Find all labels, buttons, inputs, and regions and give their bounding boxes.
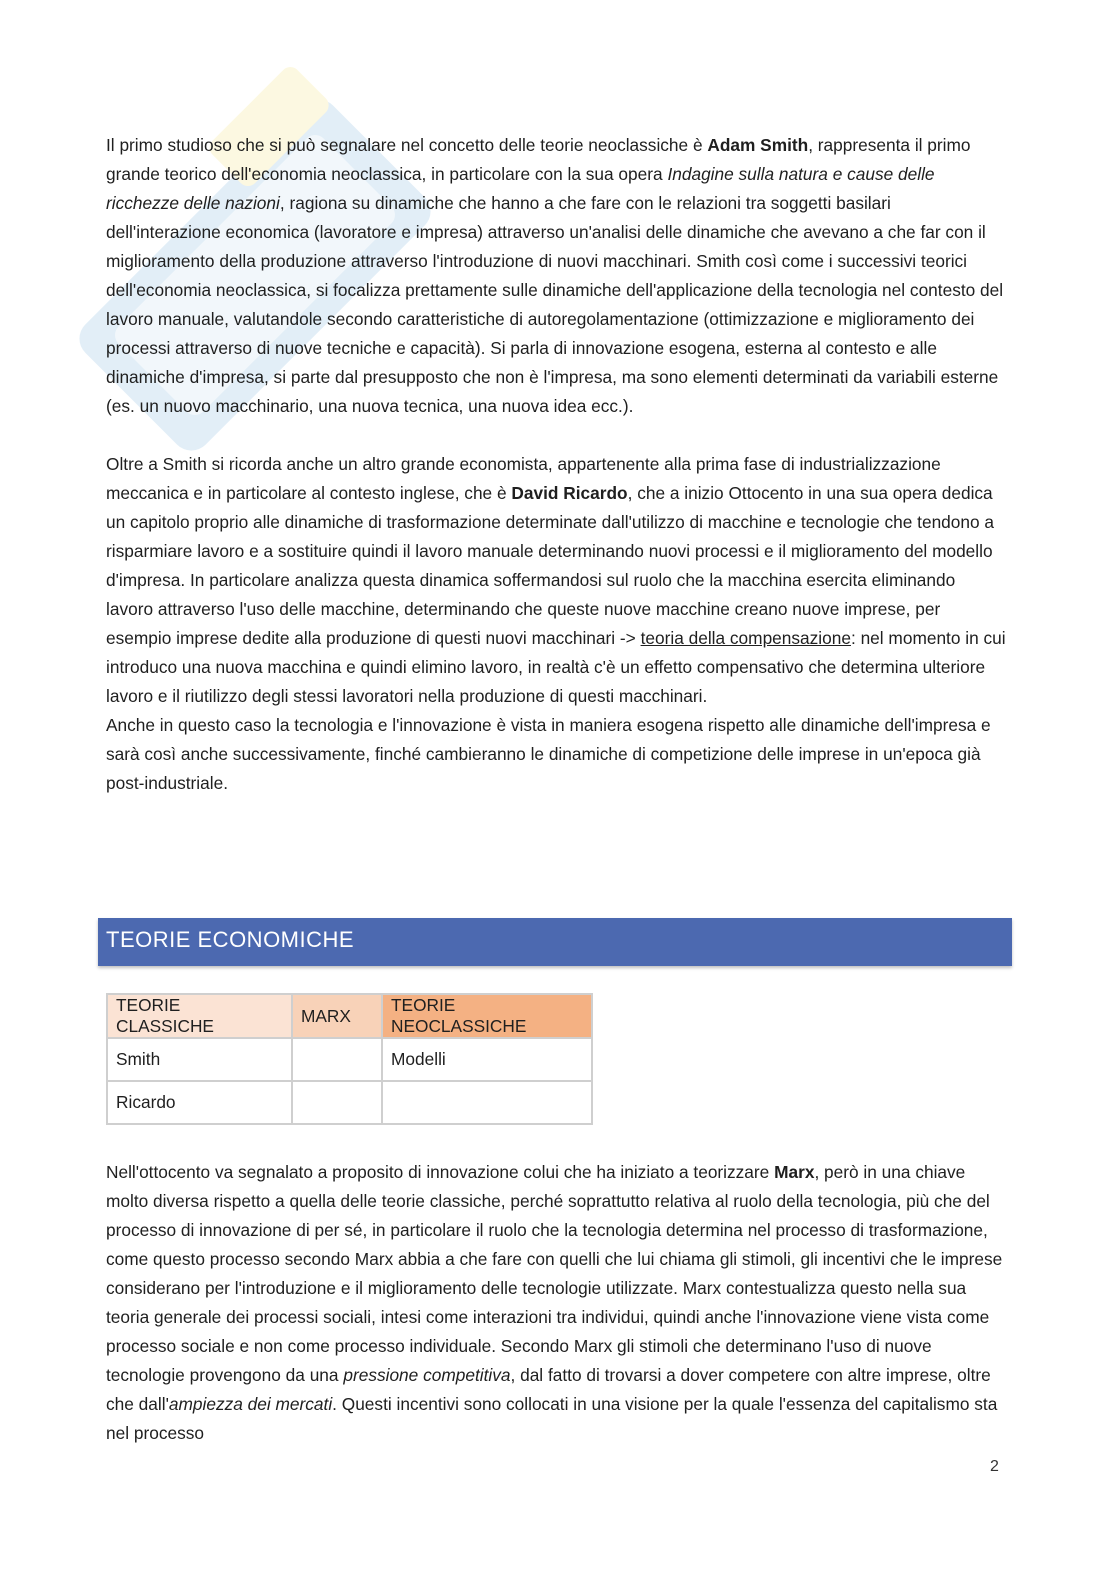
header-marx: MARX [292,994,382,1038]
book-title: Indagine sulla natura e cause delle ricchezze delle nazioni [106,164,935,213]
table-cell: Smith [107,1038,292,1081]
table-row [107,1081,592,1124]
name-david-ricardo: David Ricardo [511,483,628,503]
table-cell [382,1081,592,1124]
table-row [107,1038,592,1081]
table-cell: Ricardo [107,1081,292,1124]
body-text-lower [106,1158,1006,1448]
term-competitive-pressure: pressione competitiva [343,1365,511,1385]
header-neoclassic: TEORIE NEOCLASSICHE [382,994,592,1038]
paragraph-marx: Nell'ottocento va segnalato a proposito di innovazione colui che ha iniziato a teorizzare Marx, però in una chiave molto diversa rispetto a quella delle teorie classiche, perché soprattutto relativa al ruolo della tecnologia, più che del processo di innovazione di per sé, in particolare il ruolo che la tecnologia determina nel processo di trasformazione, come questo processo secondo Marx abbia a che fare con quelli che lui chiama gli stimoli, gli incentivi che le imprese considerano per l'introduzione e il miglioramento delle tecnologie utilizzate. Marx contestualizza questo nella sua teoria generale dei processi sociali, intesi come interazioni tra individui, quindi anche l'innovazione viene vista come processo sociale e non come processo individuale. Secondo Marx gli stimoli che determinano l'uso di nuove tecnologie provengono da una pressione competitiva, dal fatto di trovarsi a dover competere con altre imprese, oltre che dall'ampiezza dei mercati. Questi incentivi sono collocati in una visione per la quale l'essenza del capitalismo sta nel processo [106,1162,1003,1443]
name-adam-smith: Adam Smith [707,135,809,155]
header-classic: TEORIE CLASSICHE [107,994,292,1038]
body-text-upper [106,131,1006,798]
page-number: 2 [990,1458,999,1475]
theories-table [106,993,593,1125]
table-cell [292,1038,382,1081]
paragraph-ricardo: Oltre a Smith si ricorda anche un altro grande economista, appartenente alla prima fase di industrializzazione meccanica e in particolare al contesto inglese, che è David Ricardo, che a inizio Ottocento in una sua opera dedica un capitolo proprio alle dinamiche di trasformazione determinate dall'utilizzo di macchine e tecnologie che tendono a risparmiare lavoro e a sostituire quindi il lavoro manuale determinando nuovi processi e il miglioramento del modello d'impresa. In particolare analizza questa dinamica soffermandosi sul ruolo che la macchina esercita eliminando lavoro attraverso l'uso delle macchine, determinando che queste nuove macchine creano nuove imprese, per esempio imprese dedite alla produzione di questi nuovi macchinari -> teoria della compensazione: nel momento in cui introduco una nuova macchina e quindi elimino lavoro, in realtà c'è un effetto compensativo che determina ulteriore lavoro e il riutilizzo degli stessi lavoratori nella produzione di questi macchinari. [106,454,1006,706]
paragraph-exogenous: Anche in questo caso la tecnologia e l'innovazione è vista in maniera esogena rispetto alle dinamiche dell'impresa e sarà così anche successivamente, finché cambieranno le dinamiche di competizione delle imprese in un'epoca già post-industriale. [106,715,991,793]
compensation-theory-term: teoria della compensazione [640,628,851,648]
paragraph-smith: Il primo studioso che si può segnalare nel concetto delle teorie neoclassiche è Adam Smith, rappresenta il primo grande teorico dell'economia neoclassica, in particolare con la sua opera Indagine sulla natura e cause delle ricchezze delle nazioni, ragiona su dinamiche che hanno a che fare con le relazioni tra soggetti basilari dell'interazione economica (lavoratore e impresa) attraverso un'analisi delle dinamiche che avevano a che far con il miglioramento della produzione attraverso l'introduzione di nuovi macchinari. Smith così come i successivi teorici dell'economia neoclassica, si focalizza prettamente sulle dinamiche dell'applicazione della tecnologia nel contesto del lavoro manuale, valutandole secondo caratteristiche di autoregolamentazione (ottimizzazione e miglioramento dei processi attraverso di nuove tecniche e capacità). Si parla di innovazione esogena, esterna al contesto e alle dinamiche d'impresa, si parte dal presupposto che non è l'impresa, ma sono elementi determinati da variabili esterne (es. un nuovo macchinario, una nuova tecnica, una nuova idea ecc.). [106,135,1004,416]
term-market-size: ampiezza dei mercati [168,1394,333,1414]
table-cell [292,1081,382,1124]
section-heading-bar [98,918,1012,966]
section-title: TEORIE ECONOMICHE [106,927,355,952]
table-header-row [107,994,592,1038]
table-cell: Modelli [382,1038,592,1081]
name-marx: Marx [774,1162,815,1182]
